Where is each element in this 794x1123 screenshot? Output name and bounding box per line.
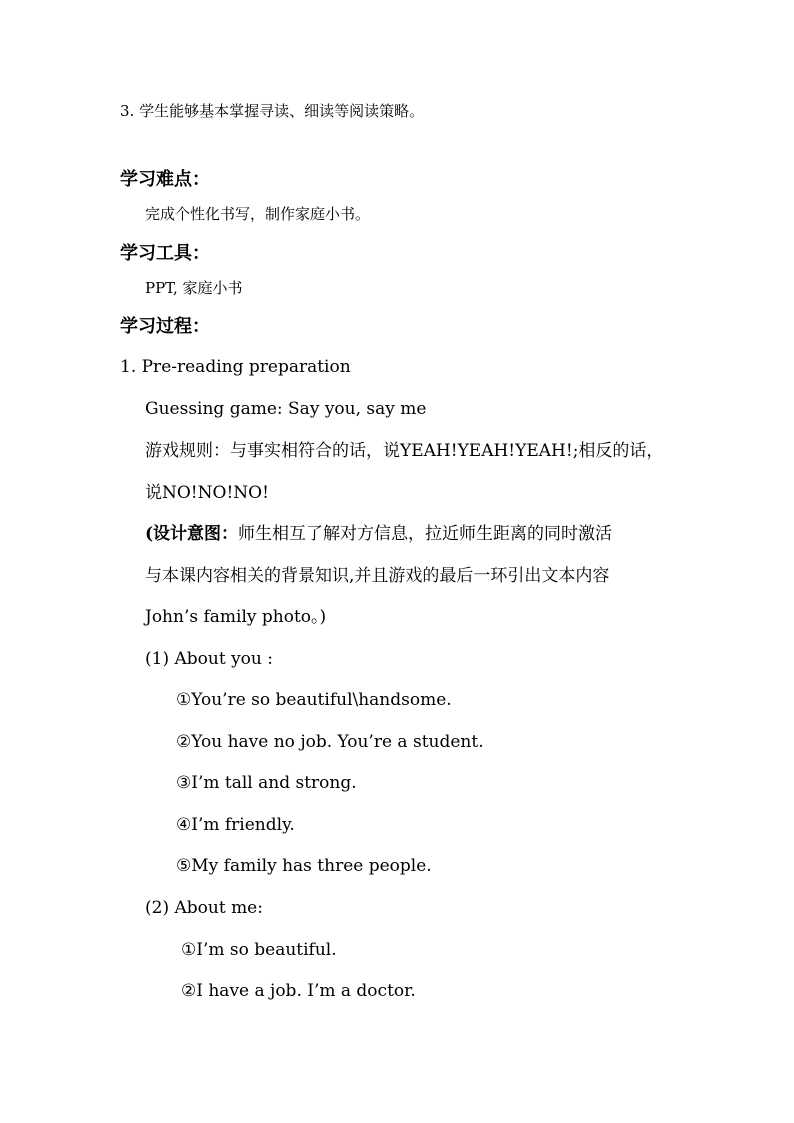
difficulty-heading: 学习难点： [120, 169, 210, 190]
about-you-label: (1) About you : [145, 649, 273, 669]
about-you-item: ⑤My family has three people. [176, 856, 432, 876]
design-intent-text: 师生相互了解对方信息，拉近师生距离的同时激活 [238, 524, 613, 544]
about-you-item: ③I’m tall and strong. [176, 773, 357, 793]
game-title: Guessing game: Say you, say me [145, 399, 427, 419]
game-rules-line-2: 说NO!NO!NO! [145, 483, 269, 503]
design-intent-line-1 [145, 526, 612, 543]
design-intent-line-3: John’s family photo。) [145, 607, 327, 627]
about-you-item: ②You have no job. You’re a student. [176, 732, 484, 752]
step-1-title: 1. Pre-reading preparation [120, 357, 351, 377]
objective-3: 3. 学生能够基本掌握寻读、细读等阅读策略。 [120, 102, 425, 120]
difficulty-text: 完成个性化书写，制作家庭小书。 [145, 205, 371, 223]
tools-text: PPT, 家庭小书 [145, 279, 243, 297]
about-me-item: ②I have a job. I’m a doctor. [181, 981, 416, 1001]
about-me-label: (2) About me: [145, 898, 263, 918]
about-you-item: ①You’re so beautiful\handsome. [176, 690, 452, 710]
about-you-item: ④I’m friendly. [176, 815, 295, 835]
process-heading: 学习过程： [120, 316, 210, 337]
design-intent-label: (设计意图： [145, 524, 239, 544]
tools-heading: 学习工具： [120, 243, 210, 264]
design-intent-line-2: 与本课内容相关的背景知识,并且游戏的最后一环引出文本内容 [145, 566, 610, 586]
game-rules-line-1: 游戏规则：与事实相符合的话，说YEAH!YEAH!YEAH!;相反的话， [145, 441, 664, 461]
about-me-item: ①I’m so beautiful. [181, 940, 337, 960]
